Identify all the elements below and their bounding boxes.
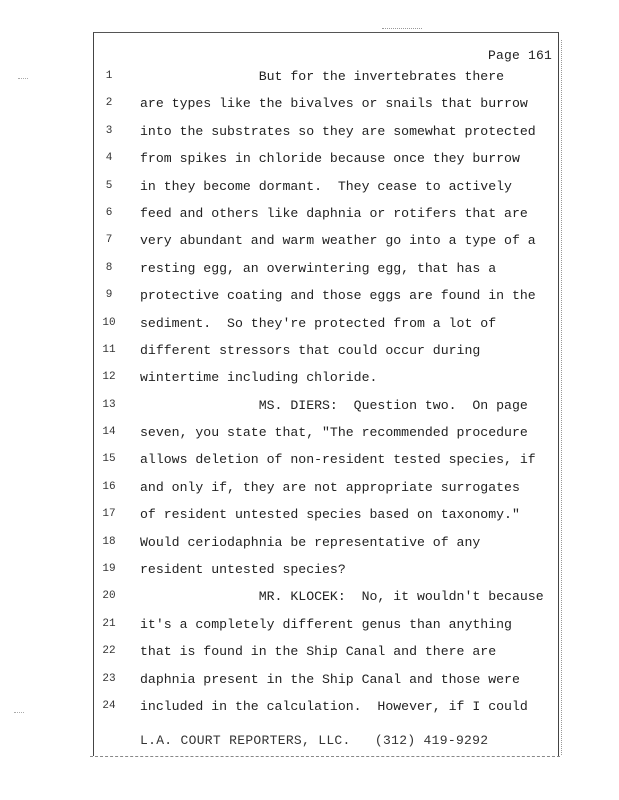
scan-speck	[14, 712, 24, 713]
line-number: 12	[102, 371, 116, 384]
line-number: 10	[102, 316, 116, 329]
line-number: 1	[105, 70, 113, 82]
transcript-line: resident untested species?	[140, 562, 346, 578]
line-number: 23	[102, 672, 116, 685]
transcript-line: seven, you state that, "The recommended procedure	[140, 425, 528, 441]
line-number: 5	[105, 179, 113, 192]
transcript-line: that is found in the Ship Canal and there are	[140, 644, 497, 660]
line-number: 17	[102, 508, 116, 521]
line-number: 16	[102, 480, 116, 493]
page-right-edge	[561, 40, 562, 755]
transcript-line: included in the calculation. However, if I could	[140, 698, 528, 714]
transcript-line: allows deletion of non-resident tested species, if	[140, 452, 536, 468]
transcript-line: protective coating and those eggs are found in the	[140, 288, 536, 304]
line-number: 19	[102, 563, 116, 576]
line-number: 2	[105, 97, 113, 110]
line-number-column	[96, 63, 122, 720]
transcript-line: of resident untested species based on taxonomy."	[140, 507, 520, 523]
transcript-line: MR. KLOCEK: No, it wouldn't because	[140, 589, 544, 605]
transcript-line: and only if, they are not appropriate surrogates	[140, 479, 520, 495]
scan-speck	[18, 78, 28, 79]
line-number: 14	[102, 426, 116, 439]
transcript-line: are types like the bivalves or snails that burrow	[140, 96, 528, 112]
line-number: 9	[105, 289, 113, 302]
line-number: 18	[102, 535, 116, 548]
transcript-line: But for the invertebrates there	[140, 69, 505, 84]
transcript-line: it's a completely different genus than anything	[140, 616, 512, 632]
line-number: 13	[102, 398, 116, 411]
line-number: 20	[102, 590, 116, 603]
transcript-line: Would ceriodaphnia be representative of any	[140, 534, 481, 550]
line-number: 11	[102, 343, 116, 356]
line-number: 3	[105, 124, 113, 137]
transcript-line: into the substrates so they are somewhat protected	[140, 123, 536, 139]
transcript-line: very abundant and warm weather go into a type of a	[140, 233, 536, 249]
transcript-line: MS. DIERS: Question two. On page	[140, 397, 528, 413]
line-number: 22	[102, 645, 116, 658]
line-number: 8	[105, 261, 113, 274]
transcript-line: in they become dormant. They cease to actively	[140, 178, 512, 194]
transcript-line: daphnia present in the Ship Canal and those were	[140, 671, 520, 687]
line-number: 7	[105, 234, 113, 247]
line-number: 15	[102, 453, 116, 466]
page-number: Page 161	[488, 48, 553, 63]
scan-mark-top	[382, 28, 422, 29]
line-number: 6	[105, 206, 113, 219]
transcript-line: from spikes in chloride because once they burrow	[140, 151, 520, 167]
transcript-line: resting egg, an overwintering egg, that has a	[140, 260, 497, 276]
page-bottom-rule	[90, 756, 560, 757]
transcript-line: different stressors that could occur during	[140, 342, 481, 358]
line-number: 24	[102, 699, 116, 712]
line-number: 21	[102, 617, 116, 630]
court-reporter-footer: L.A. COURT REPORTERS, LLC. (312) 419-9292	[140, 733, 489, 748]
transcript-line: feed and others like daphnia or rotifers that are	[140, 205, 528, 221]
line-number: 4	[105, 152, 113, 165]
transcript-line: sediment. So they're protected from a lot of	[140, 315, 497, 331]
transcript-line: wintertime including chloride.	[140, 370, 378, 386]
transcript-body	[140, 63, 552, 720]
